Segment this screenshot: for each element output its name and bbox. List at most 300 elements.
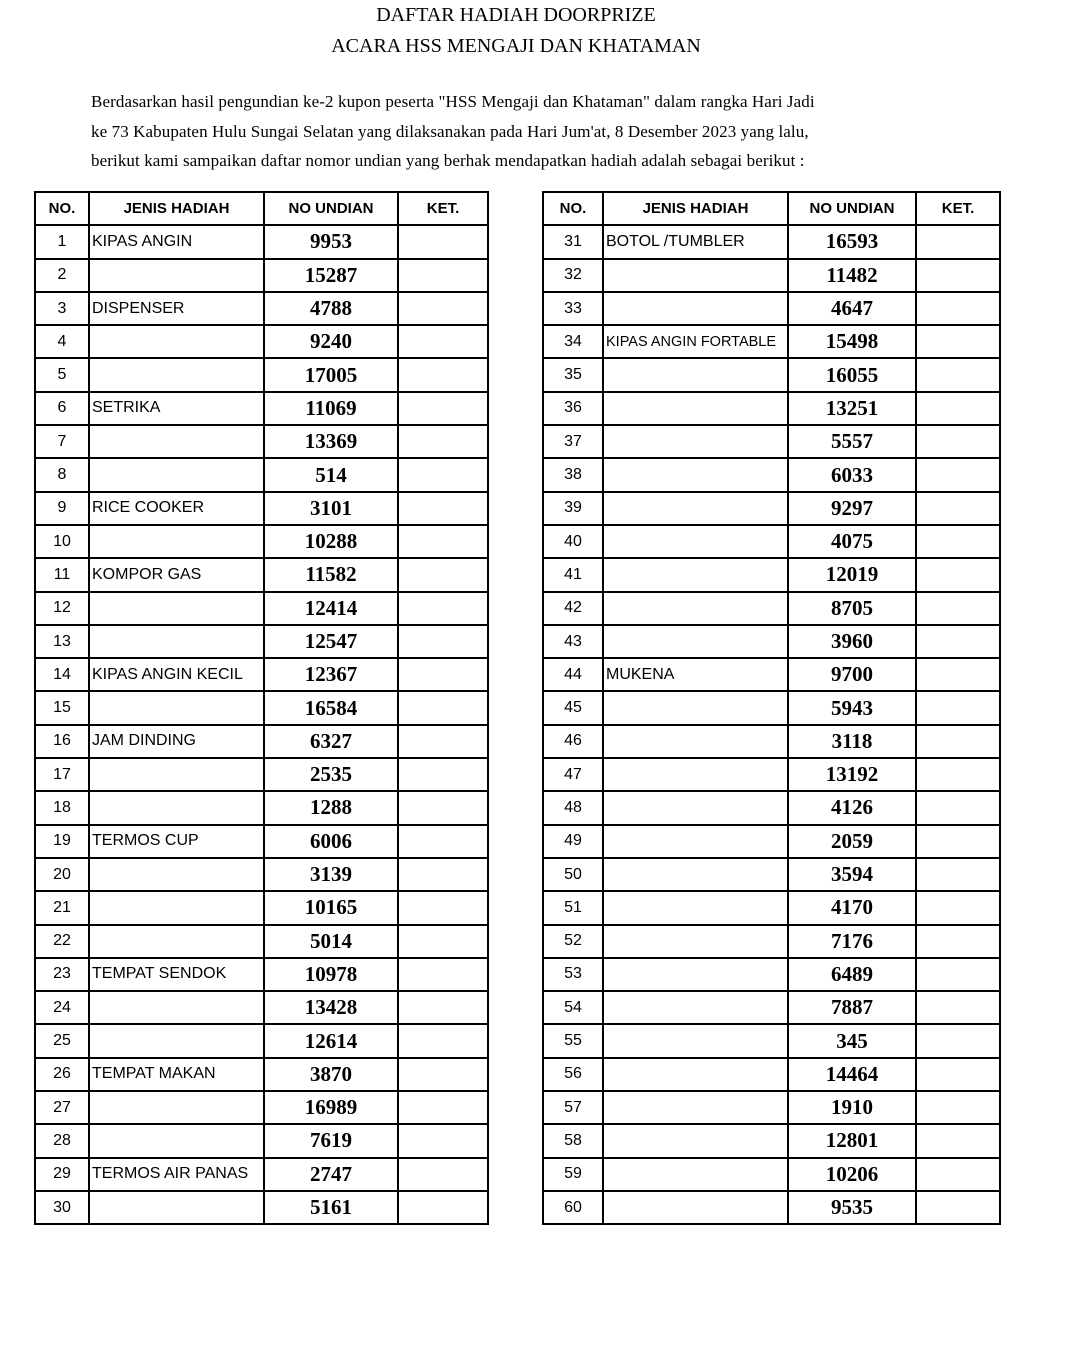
draw-number: 1910 [788, 1091, 916, 1124]
prize-type: DISPENSER [89, 292, 264, 325]
prize-type [603, 259, 788, 292]
row-number: 10 [35, 525, 89, 558]
table-row [35, 858, 488, 891]
row-number: 32 [543, 259, 603, 292]
prize-type [603, 1091, 788, 1124]
header-ket: KET. [398, 192, 488, 225]
draw-number: 6489 [788, 958, 916, 991]
row-number: 34 [543, 325, 603, 358]
remark [916, 1058, 1000, 1091]
table-row [543, 225, 1000, 258]
remark [398, 725, 488, 758]
draw-number: 7619 [264, 1124, 398, 1157]
draw-number: 514 [264, 458, 398, 491]
header-no: NO. [543, 192, 603, 225]
table-row [543, 292, 1000, 325]
remark [398, 558, 488, 591]
prize-table-left [34, 191, 489, 1225]
row-number: 4 [35, 325, 89, 358]
table-row [543, 1058, 1000, 1091]
prize-type: TEMPAT SENDOK [89, 958, 264, 991]
table-row [35, 358, 488, 391]
draw-number: 7887 [788, 991, 916, 1024]
prize-type [603, 925, 788, 958]
remark [398, 292, 488, 325]
document-title: DAFTAR HADIAH DOORPRIZE [376, 4, 656, 26]
table-row [543, 725, 1000, 758]
table-row [35, 1024, 488, 1057]
remark [916, 259, 1000, 292]
prize-type [603, 592, 788, 625]
remark [916, 525, 1000, 558]
prize-type [603, 858, 788, 891]
table-row [543, 1024, 1000, 1057]
table-row [35, 292, 488, 325]
prize-type: TEMPAT MAKAN [89, 1058, 264, 1091]
table-row [35, 791, 488, 824]
table-row [35, 425, 488, 458]
remark [398, 592, 488, 625]
draw-number: 13369 [264, 425, 398, 458]
prize-type [89, 858, 264, 891]
prize-type: TERMOS AIR PANAS [89, 1158, 264, 1191]
draw-number: 3870 [264, 1058, 398, 1091]
draw-number: 12019 [788, 558, 916, 591]
remark [916, 458, 1000, 491]
remark [916, 891, 1000, 924]
prize-type: KIPAS ANGIN FORTABLE [603, 325, 788, 358]
table-row [35, 525, 488, 558]
row-number: 12 [35, 592, 89, 625]
remark [398, 958, 488, 991]
draw-number: 2535 [264, 758, 398, 791]
row-number: 53 [543, 958, 603, 991]
remark [398, 1058, 488, 1091]
row-number: 43 [543, 625, 603, 658]
row-number: 16 [35, 725, 89, 758]
remark [398, 791, 488, 824]
table-row [35, 492, 488, 525]
draw-number: 12614 [264, 1024, 398, 1057]
row-number: 44 [543, 658, 603, 691]
header-no-undian: NO UNDIAN [788, 192, 916, 225]
table-row [543, 925, 1000, 958]
table-row [543, 358, 1000, 391]
remark [398, 1124, 488, 1157]
draw-number: 9297 [788, 492, 916, 525]
prize-type [89, 791, 264, 824]
row-number: 2 [35, 259, 89, 292]
row-number: 22 [35, 925, 89, 958]
table-row [543, 1158, 1000, 1191]
remark [916, 558, 1000, 591]
table-row [35, 725, 488, 758]
prize-type [89, 525, 264, 558]
prize-type [603, 492, 788, 525]
table-row [543, 625, 1000, 658]
remark [398, 425, 488, 458]
table-row [35, 1124, 488, 1157]
draw-number: 4647 [788, 292, 916, 325]
prize-type [89, 691, 264, 724]
row-number: 24 [35, 991, 89, 1024]
row-number: 18 [35, 791, 89, 824]
remark [398, 891, 488, 924]
draw-number: 9240 [264, 325, 398, 358]
draw-number: 13251 [788, 392, 916, 425]
remark [916, 425, 1000, 458]
prize-type [603, 891, 788, 924]
table-row [543, 259, 1000, 292]
remark [916, 1024, 1000, 1057]
table-row [543, 691, 1000, 724]
intro-paragraph [91, 87, 961, 176]
row-number: 54 [543, 991, 603, 1024]
prize-type [603, 758, 788, 791]
draw-number: 4788 [264, 292, 398, 325]
remark [398, 758, 488, 791]
draw-number: 345 [788, 1024, 916, 1057]
table-row [543, 825, 1000, 858]
prize-type [603, 1191, 788, 1224]
row-number: 58 [543, 1124, 603, 1157]
draw-number: 5014 [264, 925, 398, 958]
draw-number: 10288 [264, 525, 398, 558]
draw-number: 10206 [788, 1158, 916, 1191]
draw-number: 11582 [264, 558, 398, 591]
table-row [35, 1191, 488, 1224]
table-row [543, 758, 1000, 791]
remark [398, 525, 488, 558]
table-row [35, 825, 488, 858]
row-number: 47 [543, 758, 603, 791]
remark [916, 658, 1000, 691]
row-number: 25 [35, 1024, 89, 1057]
table-row [35, 958, 488, 991]
table-row [35, 691, 488, 724]
prize-type [603, 525, 788, 558]
prize-type: KIPAS ANGIN KECIL [89, 658, 264, 691]
prize-type [89, 625, 264, 658]
row-number: 48 [543, 791, 603, 824]
row-number: 50 [543, 858, 603, 891]
prize-type [89, 592, 264, 625]
prize-type: MUKENA [603, 658, 788, 691]
remark [916, 325, 1000, 358]
remark [916, 292, 1000, 325]
draw-number: 3594 [788, 858, 916, 891]
remark [916, 991, 1000, 1024]
row-number: 23 [35, 958, 89, 991]
table-row [35, 225, 488, 258]
draw-number: 5943 [788, 691, 916, 724]
row-number: 28 [35, 1124, 89, 1157]
remark [398, 658, 488, 691]
intro-line-2: ke 73 Kabupaten Hulu Sungai Selatan yang dilaksanakan pada Hari Jum'at, 8 Desember 2023 yang lalu, [91, 121, 809, 141]
prize-type [89, 1124, 264, 1157]
prize-type [603, 958, 788, 991]
remark [916, 1191, 1000, 1224]
prize-type [89, 891, 264, 924]
remark [398, 259, 488, 292]
draw-number: 6006 [264, 825, 398, 858]
row-number: 39 [543, 492, 603, 525]
row-number: 27 [35, 1091, 89, 1124]
row-number: 42 [543, 592, 603, 625]
draw-number: 1288 [264, 791, 398, 824]
prize-type: RICE COOKER [89, 492, 264, 525]
row-number: 20 [35, 858, 89, 891]
prize-type [603, 425, 788, 458]
row-number: 3 [35, 292, 89, 325]
draw-number: 2059 [788, 825, 916, 858]
draw-number: 15287 [264, 259, 398, 292]
remark [916, 492, 1000, 525]
draw-number: 16055 [788, 358, 916, 391]
remark [916, 691, 1000, 724]
draw-number: 9535 [788, 1191, 916, 1224]
remark [916, 825, 1000, 858]
remark [398, 458, 488, 491]
table-row [35, 658, 488, 691]
prize-type [89, 325, 264, 358]
remark [398, 825, 488, 858]
prize-type [603, 791, 788, 824]
draw-number: 10165 [264, 891, 398, 924]
draw-number: 5557 [788, 425, 916, 458]
table-row [35, 325, 488, 358]
table-row [543, 492, 1000, 525]
draw-number: 12801 [788, 1124, 916, 1157]
header-jenis-hadiah: JENIS HADIAH [89, 192, 264, 225]
table-row [543, 791, 1000, 824]
remark [916, 1091, 1000, 1124]
remark [916, 1124, 1000, 1157]
draw-number: 6327 [264, 725, 398, 758]
row-number: 30 [35, 1191, 89, 1224]
table-row [35, 458, 488, 491]
row-number: 8 [35, 458, 89, 491]
prize-type: KOMPOR GAS [89, 558, 264, 591]
header-jenis-hadiah: JENIS HADIAH [603, 192, 788, 225]
table-body-left [35, 225, 488, 1224]
draw-number: 16584 [264, 691, 398, 724]
header-no-undian: NO UNDIAN [264, 192, 398, 225]
draw-number: 9700 [788, 658, 916, 691]
prize-type: SETRIKA [89, 392, 264, 425]
table-row [35, 625, 488, 658]
prize-type [89, 758, 264, 791]
row-number: 60 [543, 1191, 603, 1224]
draw-number: 14464 [788, 1058, 916, 1091]
row-number: 33 [543, 292, 603, 325]
row-number: 37 [543, 425, 603, 458]
draw-number: 15498 [788, 325, 916, 358]
draw-number: 17005 [264, 358, 398, 391]
prize-type [89, 1191, 264, 1224]
header-ket: KET. [916, 192, 1000, 225]
draw-number: 12414 [264, 592, 398, 625]
remark [916, 725, 1000, 758]
document-subtitle: ACARA HSS MENGAJI DAN KHATAMAN [331, 35, 701, 57]
prize-type [89, 458, 264, 491]
table-row [35, 558, 488, 591]
draw-number: 11482 [788, 259, 916, 292]
row-number: 59 [543, 1158, 603, 1191]
table-row [543, 858, 1000, 891]
remark [398, 1091, 488, 1124]
prize-type [603, 392, 788, 425]
table-row [543, 1091, 1000, 1124]
prize-type [603, 458, 788, 491]
draw-number: 13192 [788, 758, 916, 791]
remark [916, 625, 1000, 658]
row-number: 41 [543, 558, 603, 591]
remark [916, 925, 1000, 958]
draw-number: 12367 [264, 658, 398, 691]
table-row [35, 392, 488, 425]
remark [916, 791, 1000, 824]
draw-number: 3139 [264, 858, 398, 891]
remark [398, 625, 488, 658]
remark [398, 225, 488, 258]
prize-type [603, 1024, 788, 1057]
table-row [543, 1124, 1000, 1157]
row-number: 5 [35, 358, 89, 391]
prize-type [603, 991, 788, 1024]
table-body-right [543, 225, 1000, 1224]
prize-type [89, 1024, 264, 1057]
row-number: 55 [543, 1024, 603, 1057]
intro-line-3: berikut kami sampaikan daftar nomor undian yang berhak mendapatkan hadiah adalah sebagai berikut : [91, 151, 805, 170]
row-number: 45 [543, 691, 603, 724]
row-number: 46 [543, 725, 603, 758]
draw-number: 12547 [264, 625, 398, 658]
draw-number: 6033 [788, 458, 916, 491]
row-number: 49 [543, 825, 603, 858]
prize-type [603, 625, 788, 658]
row-number: 19 [35, 825, 89, 858]
prize-type [603, 691, 788, 724]
prize-type [603, 558, 788, 591]
table-row [35, 259, 488, 292]
prize-type [603, 1158, 788, 1191]
remark [398, 858, 488, 891]
row-number: 13 [35, 625, 89, 658]
table-row [543, 658, 1000, 691]
draw-number: 11069 [264, 392, 398, 425]
prize-type [603, 292, 788, 325]
row-number: 52 [543, 925, 603, 958]
remark [398, 691, 488, 724]
prize-table-right [542, 191, 1001, 1225]
remark [398, 358, 488, 391]
prize-type: BOTOL /TUMBLER [603, 225, 788, 258]
table-row [35, 1091, 488, 1124]
table-header-row [35, 192, 488, 225]
row-number: 14 [35, 658, 89, 691]
row-number: 57 [543, 1091, 603, 1124]
draw-number: 10978 [264, 958, 398, 991]
remark [916, 392, 1000, 425]
remark [398, 1191, 488, 1224]
remark [916, 958, 1000, 991]
draw-number: 9953 [264, 225, 398, 258]
draw-number: 4170 [788, 891, 916, 924]
row-number: 29 [35, 1158, 89, 1191]
draw-number: 5161 [264, 1191, 398, 1224]
row-number: 31 [543, 225, 603, 258]
remark [398, 325, 488, 358]
header-no: NO. [35, 192, 89, 225]
draw-number: 16593 [788, 225, 916, 258]
prize-type [89, 358, 264, 391]
row-number: 15 [35, 691, 89, 724]
table-row [35, 991, 488, 1024]
draw-number: 16989 [264, 1091, 398, 1124]
remark [916, 592, 1000, 625]
draw-number: 4126 [788, 791, 916, 824]
row-number: 7 [35, 425, 89, 458]
table-row [35, 925, 488, 958]
row-number: 35 [543, 358, 603, 391]
remark [398, 991, 488, 1024]
prize-type [89, 925, 264, 958]
remark [398, 1158, 488, 1191]
remark [398, 925, 488, 958]
table-header-row [543, 192, 1000, 225]
prize-type [603, 825, 788, 858]
prize-type [603, 725, 788, 758]
prize-type [603, 1058, 788, 1091]
table-row [543, 392, 1000, 425]
remark [916, 225, 1000, 258]
table-row [543, 1191, 1000, 1224]
prize-type [89, 425, 264, 458]
row-number: 1 [35, 225, 89, 258]
table-row [35, 891, 488, 924]
table-row [543, 891, 1000, 924]
draw-number: 7176 [788, 925, 916, 958]
draw-number: 3960 [788, 625, 916, 658]
draw-number: 8705 [788, 592, 916, 625]
prize-type: JAM DINDING [89, 725, 264, 758]
intro-line-1: Berdasarkan hasil pengundian ke-2 kupon peserta "HSS Mengaji dan Khataman" dalam rangka Hari Jadi [91, 92, 815, 111]
remark [916, 358, 1000, 391]
remark [916, 858, 1000, 891]
row-number: 6 [35, 392, 89, 425]
table-row [543, 458, 1000, 491]
remark [398, 1024, 488, 1057]
table-row [543, 525, 1000, 558]
draw-number: 4075 [788, 525, 916, 558]
prize-type [89, 991, 264, 1024]
row-number: 56 [543, 1058, 603, 1091]
remark [398, 392, 488, 425]
row-number: 51 [543, 891, 603, 924]
row-number: 26 [35, 1058, 89, 1091]
row-number: 38 [543, 458, 603, 491]
prize-type [603, 358, 788, 391]
table-row [35, 1058, 488, 1091]
remark [916, 758, 1000, 791]
table-row [35, 592, 488, 625]
row-number: 21 [35, 891, 89, 924]
row-number: 40 [543, 525, 603, 558]
table-row [543, 592, 1000, 625]
row-number: 17 [35, 758, 89, 791]
remark [398, 492, 488, 525]
